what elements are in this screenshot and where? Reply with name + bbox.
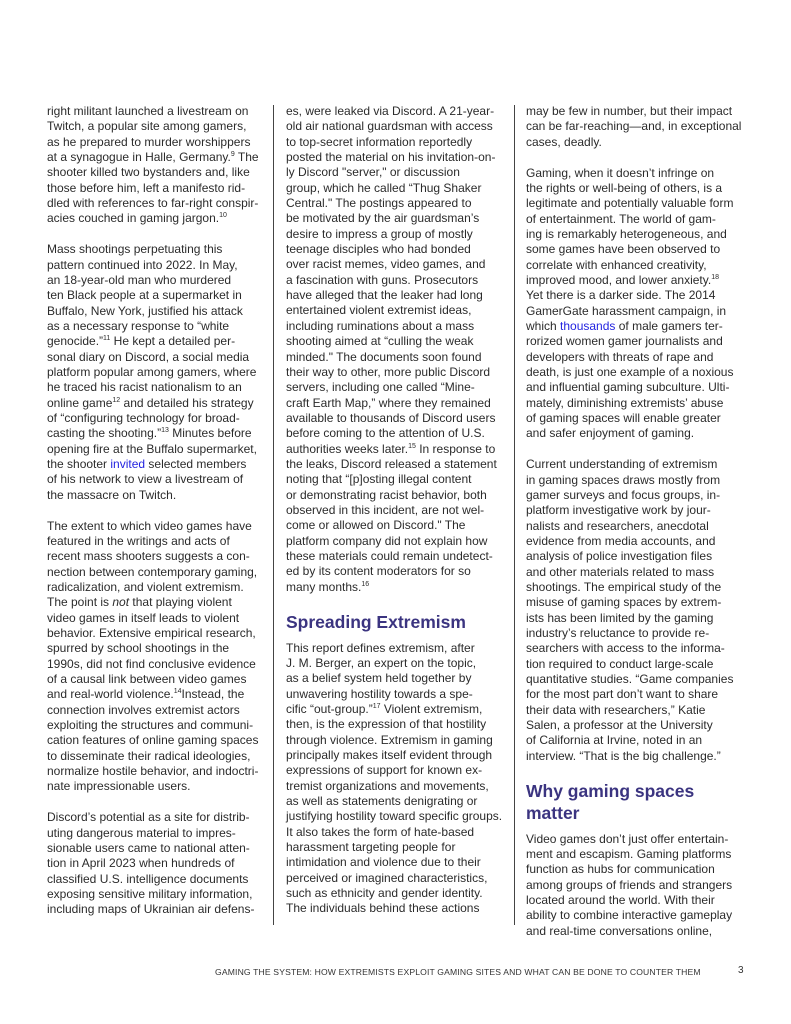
text-line: sonal diary on Discord, a social media (47, 349, 250, 364)
inline-link[interactable]: thousands (560, 318, 616, 333)
text-run: improved mood, and lower anxiety. (526, 272, 712, 287)
text-line: industry’s reluctance to provide re- (526, 626, 710, 640)
text-line: servers, including one called “Mine- (286, 380, 475, 395)
text-line: platform company did not explain how (286, 533, 488, 548)
text-line: can be far-reaching—and, in exceptional (526, 119, 742, 134)
text-run: He kept a detailed per- (110, 334, 236, 349)
text-line: shooter killed two bystanders and, like (47, 165, 250, 180)
emphasis: not (112, 595, 130, 610)
text-run: The point is (47, 595, 113, 610)
text-line: nate impressionable users. (47, 779, 191, 794)
text-run: In response to (415, 441, 496, 456)
text-line: Yet there is a darker side. The 2014 (526, 288, 716, 303)
text-line: Discord’s potential as a site for distrib- (47, 810, 250, 825)
text-line: shootings. The empirical study of the (526, 579, 722, 594)
text-line: to top-secret information reportedly (286, 134, 473, 149)
text-line: expressions of support for known ex- (286, 763, 483, 778)
text-line: uting dangerous material to impres- (47, 825, 236, 840)
text-line: evidence from media accounts, and (526, 533, 716, 548)
text-line: craft Earth Map,” where they remained (286, 395, 491, 410)
text-line: tion required to conduct large-scale (526, 656, 714, 671)
text-line: Mass shootings perpetuating this (47, 242, 223, 257)
text-line: of California at Irvine, noted in an (526, 733, 703, 748)
running-footer: GAMING THE SYSTEM: HOW EXTREMISTS EXPLOIT GAMING SITES AND WHAT CAN BE DONE TO COUNTER THEM (215, 967, 701, 977)
text-line: old air national guardsman with access (286, 119, 493, 134)
text-line: platform popular among gamers, where (47, 365, 257, 379)
text-run: genocide.” (47, 334, 104, 349)
text-run: many months. (286, 579, 362, 594)
text-line: harassment targeting people for (286, 839, 456, 854)
paragraph (47, 810, 269, 917)
text-line: Twitch, a popular site among gamers, (47, 119, 247, 134)
text-line: The extent to which video games have (47, 518, 252, 533)
text-line (526, 319, 748, 334)
text-line: and other materials related to mass (526, 564, 715, 579)
text-line: some games have been observed to (526, 242, 721, 257)
text-line: It also takes the form of hate-based (286, 824, 475, 839)
section-heading: Spreading Extremism (286, 611, 466, 632)
text-line: of gaming spaces will enable greater (526, 411, 721, 426)
text-run: Instead, the (181, 687, 245, 702)
text-line: recent mass shooters suggests a con- (47, 549, 250, 564)
text-run: authorities weeks later. (286, 441, 409, 456)
text-line: tion in April 2023 when hundreds of (47, 856, 235, 871)
text-line: featured in the writings and acts of (47, 533, 230, 548)
text-line: Salen, a professor at the University (526, 718, 713, 733)
text-line: sionable users came to national atten- (47, 840, 250, 855)
text-line: among groups of friends and strangers (526, 877, 733, 892)
footnote-ref[interactable]: 10 (219, 212, 227, 220)
text-line: a fascination with guns. Prosecutors (286, 272, 479, 287)
text-line: minded." The documents soon found (286, 349, 482, 364)
text-line: ly Discord "server," or discussion (286, 165, 460, 180)
text-line: desire to impress a group of mostly (286, 226, 473, 241)
column-3 (526, 104, 748, 955)
text-line: dled with references to far-right conspir- (47, 196, 259, 211)
text-line: principally makes itself evident through (286, 747, 493, 762)
text-run: selected members (145, 457, 247, 472)
text-line: ability to combine interactive gameplay (526, 908, 733, 923)
text-line: misuse of gaming spaces by extrem- (526, 595, 722, 610)
text-line: analysis of police investigation files (526, 549, 713, 564)
footnote-ref[interactable]: 14 (173, 688, 182, 696)
paragraph (526, 166, 748, 442)
text-line: as he prepared to murder worshippers (47, 134, 251, 149)
text-line (47, 396, 269, 411)
text-run: and detailed his strategy (120, 395, 254, 410)
text-line: in gaming spaces draws mostly from (526, 472, 721, 487)
text-line: be motivated by the air guardsman’s (286, 211, 480, 226)
text-run: at a synagogue in Halle, Germany. (47, 150, 231, 165)
text-line: located around the world. With their (526, 892, 715, 907)
text-line: of “configuring technology for broad- (47, 411, 240, 426)
text-run: Violent extremism, (380, 701, 483, 716)
text-line: spurred by school shootings in the (47, 641, 230, 656)
text-line: ment and escapism. Gaming platforms (526, 846, 732, 861)
text-run: the shooter (47, 457, 111, 472)
text-line: gamer surveys and focus groups, in- (526, 487, 721, 502)
text-line: nection between contemporary gaming, (47, 564, 258, 579)
text-line: the leaks, Discord released a statement (286, 456, 497, 471)
text-line: J. M. Berger, an expert on the topic, (286, 655, 477, 670)
text-line: interview. “That is the big challenge.” (526, 748, 721, 763)
text-line: the massacre on Twitch. (47, 487, 177, 502)
text-line: pattern continued into 2022. In May, (47, 257, 238, 272)
footnote-ref[interactable]: 16 (361, 580, 370, 588)
text-line: mately, diminishing extremists’ abuse (526, 395, 724, 410)
text-run: of male gamers ter- (615, 318, 723, 333)
text-line: such as ethnicity and gender identity. (286, 886, 483, 900)
text-run: Minutes before (168, 426, 252, 441)
text-line (47, 150, 269, 165)
text-line: searchers with access to the informa- (526, 641, 725, 656)
text-line (286, 580, 508, 595)
text-line: justifying hostility toward specific groups. (286, 809, 503, 824)
text-line: may be few in number, but their impact (526, 104, 733, 118)
paragraph (526, 104, 748, 150)
text-line (47, 457, 269, 472)
text-line: This report defines extremism, after (286, 640, 475, 655)
text-line: come or allowed on Discord." The (286, 518, 466, 533)
text-line: radicalization, and violent extremism. (47, 579, 244, 594)
text-line: to disseminate their radical ideologies, (47, 748, 251, 763)
text-line: Central." The postings appeared to (286, 196, 472, 211)
text-line: unwavering hostility towards a spe- (286, 686, 473, 701)
text-line: as a belief system held together by (286, 671, 472, 686)
text-line: posted the material on his invitation-on- (286, 150, 496, 165)
text-line: right militant launched a livestream on (47, 104, 249, 118)
text-run: and real-world violence. (47, 687, 174, 702)
text-run: cific “out-group.” (286, 701, 373, 716)
text-line: cation features of online gaming spaces (47, 733, 259, 748)
text-run: that playing violent (129, 595, 232, 610)
text-run: which (526, 318, 561, 333)
text-line: and real-time conversations online, (526, 923, 713, 938)
page-number: 3 (738, 965, 744, 976)
column-divider (273, 105, 274, 925)
text-line: Video games don’t just offer entertain- (526, 831, 729, 846)
text-line: ed by its content moderators for so (286, 564, 471, 579)
text-line: of entertainment. The world of gam- (526, 211, 716, 226)
text-line: for the most part don’t want to share (526, 687, 719, 702)
text-line: and safer enjoyment of gaming. (526, 426, 695, 441)
text-line: teenage disciples who had bonded (286, 242, 471, 257)
text-line (526, 273, 748, 288)
text-line: quantitative studies. “Game companies (526, 672, 734, 687)
text-line (47, 687, 269, 702)
text-line: cases, deadly. (526, 134, 602, 149)
text-line: or demonstrating racist behavior, both (286, 487, 487, 502)
text-line: legitimate and potentially valuable form (526, 196, 734, 211)
text-line: es, were leaked via Discord. A 21-year- (286, 104, 495, 118)
text-line: The individuals behind these actions (286, 901, 480, 916)
text-line: 1990s, did not find conclusive evidence (47, 656, 256, 671)
text-run: casting the shooting.” (47, 426, 162, 441)
paragraph (286, 641, 508, 917)
text-line: exploiting the structures and communi- (47, 718, 254, 733)
text-line: intimidation and violence due to their (286, 855, 481, 870)
paragraph (47, 242, 269, 503)
section-heading: Why gaming spaces matter (526, 780, 695, 823)
text-line: ists has been limited by the gaming (526, 610, 714, 625)
text-line: he traced his racist nationalism to an (47, 380, 242, 395)
text-line: through violence. Extremism in gaming (286, 732, 493, 747)
text-line: platform investigative work by jour- (526, 503, 711, 518)
text-line: connection involves extremist actors (47, 702, 240, 717)
text-run: acies couched in gaming jargon. (47, 211, 220, 226)
text-line: including ruminations about a mass (286, 318, 475, 333)
text-line: the rights or well-being of others, is a (526, 180, 723, 195)
text-line: behavior. Extensive empirical research, (47, 626, 256, 640)
text-line: then, is the expression of that hostility (286, 717, 487, 732)
text-line (47, 595, 269, 610)
text-line: have alleged that the leaker had long (286, 288, 483, 303)
footnote-ref[interactable]: 12 (112, 396, 121, 404)
paragraph (526, 832, 748, 939)
text-line: video games in itself leads to violent (47, 610, 240, 625)
text-line: tremist organizations and movements, (286, 778, 489, 793)
text-line: death, is just one example of a noxious (526, 365, 734, 379)
text-line: ing is remarkably heterogeneous, and (526, 226, 727, 241)
text-line: as well as statements denigrating or (286, 793, 478, 808)
footnote-ref[interactable]: 11 (103, 335, 111, 343)
text-line: before coming to the attention of U.S. (286, 426, 485, 441)
text-line: function as hubs for communication (526, 862, 715, 877)
text-line (47, 334, 269, 349)
text-line: Current understanding of extremism (526, 457, 718, 472)
footnote-ref[interactable]: 9 (230, 151, 235, 159)
text-line: rorized women gamer journalists and (526, 334, 723, 349)
text-line: shooting aimed at “culling the weak (286, 334, 474, 349)
text-line: noting that “[p]osting illegal content (286, 472, 472, 487)
text-line: GamerGate harassment campaign, in (526, 303, 727, 318)
paragraph (526, 457, 748, 764)
text-line: including maps of Ukrainian air defens- (47, 902, 255, 917)
text-line: ten Black people at a supermarket in (47, 288, 242, 303)
text-line: their way to other, more public Discord (286, 364, 491, 379)
text-line: Buffalo, New York, justified his attack (47, 303, 243, 318)
text-line: nalists and researchers, anecdotal (526, 518, 709, 533)
column-divider (514, 105, 515, 925)
text-line: as a necessary response to “white (47, 318, 230, 333)
text-line (286, 442, 508, 457)
text-line: those before him, left a manifesto rid- (47, 180, 246, 195)
text-line: entertained violent extremist ideas, (286, 303, 472, 318)
text-line: and influential gaming subculture. Ulti- (526, 380, 730, 395)
text-line: developers with threats of rape and (526, 349, 714, 364)
text-line: correlate with enhanced creativity, (526, 257, 707, 272)
inline-link[interactable]: invited (110, 457, 146, 472)
text-line: exposing sensitive military information, (47, 887, 253, 901)
footnote-ref[interactable]: 13 (161, 427, 169, 435)
text-line: perceived or imagined characteristics, (286, 870, 488, 885)
text-line: classified U.S. intelligence documents (47, 871, 249, 886)
text-line: of his network to view a livestream of (47, 472, 244, 487)
text-line: normalize hostile behavior, and indoctri- (47, 764, 259, 779)
footnote-ref[interactable]: 15 (408, 442, 416, 450)
text-line: group, which he called “Thug Shaker (286, 180, 482, 195)
text-line (47, 426, 269, 441)
footnote-ref[interactable]: 18 (711, 273, 719, 281)
text-line (47, 211, 269, 226)
text-line: opening fire at the Buffalo supermarket, (47, 441, 257, 456)
text-line: an 18-year-old man who murdered (47, 272, 232, 287)
column-2 (286, 104, 508, 932)
text-line: observed in this incident, are not wel- (286, 502, 485, 517)
paragraph (286, 104, 508, 595)
text-line: Gaming, when it doesn’t infringe on (526, 165, 715, 180)
paragraph (47, 519, 269, 795)
text-line: over racist memes, video games, and (286, 257, 486, 272)
text-line (286, 702, 508, 717)
text-run: The (234, 150, 259, 165)
text-line: their data with researchers,” Katie (526, 702, 706, 717)
text-line: of a causal link between video games (47, 672, 247, 687)
text-line: available to thousands of Discord users (286, 410, 496, 425)
text-run: online game (47, 395, 113, 410)
footnote-ref[interactable]: 17 (372, 702, 381, 710)
text-line: these materials could remain undetect- (286, 548, 493, 563)
column-1 (47, 104, 269, 933)
paragraph (47, 104, 269, 227)
